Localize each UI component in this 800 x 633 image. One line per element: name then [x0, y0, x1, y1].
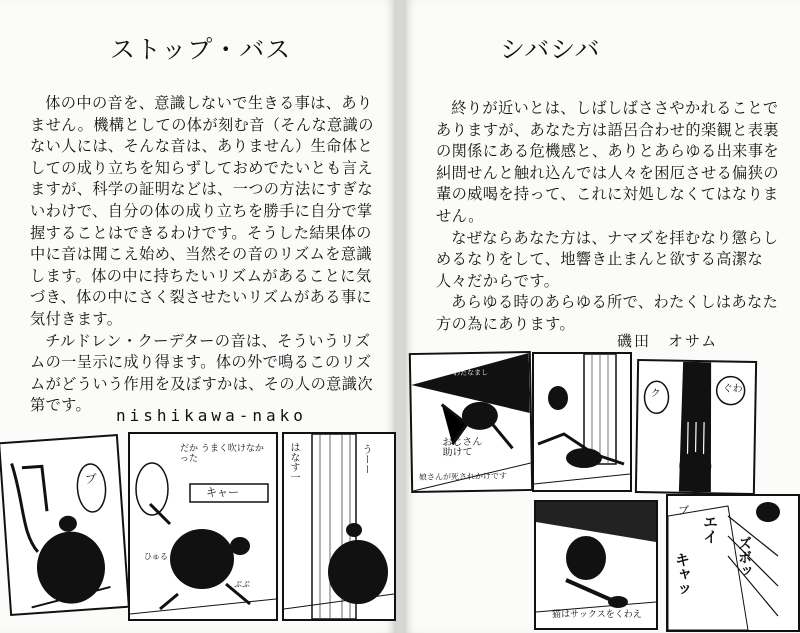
right-comic-panel-3-bubble-1: ク	[650, 388, 661, 400]
left-comic-panel-2-sfx-1: ひゅる	[144, 552, 168, 561]
right-comic-panel-5-sfx-2: エイ	[701, 514, 719, 544]
right-paragraph-1: 終りが近いとは、しばしばささやかれることでありますが、あなた方は語呂合わせ的楽観と表裏の関係にある危機感と、ありとあらゆる出来事を糾問せんと触れ込んでは人々を困厄させる偏狭の輩の威喝を持って、これに対処しなくてはなりません。	[436, 99, 779, 225]
left-author: nishikawa-nako	[116, 406, 307, 425]
right-comic-panel-2-art	[534, 354, 630, 490]
left-comic-panel-3	[282, 432, 396, 621]
left-paragraph-2: チルドレン・クーデターの音は、そういうリズムの一呈示に成り得ます。体の外で鳴るこのリズムがどういう作用を及ぼすかは、その人の意識次第です。	[30, 331, 373, 415]
right-comic-panel-1-bubble-1: わたなまし	[453, 368, 489, 378]
left-page	[0, 0, 396, 633]
right-comic-panel-5	[666, 494, 800, 632]
left-comic-panel-3-art	[284, 434, 394, 619]
left-comic-panel-1	[0, 434, 130, 616]
book-gutter	[396, 0, 404, 633]
right-comic-panel-3	[635, 359, 757, 495]
left-comic-panel-1-art	[0, 436, 128, 614]
right-author: 磯田 オサム	[617, 332, 719, 350]
right-comic-panel-4	[534, 500, 658, 630]
left-page-body	[30, 93, 380, 417]
left-comic-panel-2	[128, 432, 278, 621]
left-comic-panel-2-sfx-2: ぶぶ	[234, 580, 250, 589]
right-comic-panel-4-caption: 猫はサックスをくわえ	[552, 610, 642, 620]
right-comic-panel-5-sfx-1: ブ	[678, 504, 689, 517]
right-comic-panel-3-art	[637, 361, 755, 493]
right-page-title: シバシバ	[500, 35, 601, 64]
right-page-body	[436, 98, 790, 336]
right-comic-panel-3-bubble-2: ぐわ	[722, 383, 743, 395]
left-paragraph-1: 体の中の音を、意識しないで生きる事は、ありません。機構としての体が刻む音（そんな意識のない人には、そんな音は、ありません）生命体としての成り立ちを知らずしておめでたいとも言えますが、科学の証明などは、一つの方法にすぎないわけで、自分の体の成り立ちを勝手に自分で掌握することはできるわけです。そうした結果体の中に音は聞こえ始め、当然その音のリズムを意識します。体の中に持ちたいリズムがあることに気づき、体の中にさく裂させたいリズムがある事に気付きます。	[30, 94, 374, 328]
right-page	[404, 0, 800, 633]
right-paragraph-3: あらゆる時のあらゆる所で、わたくしはあなた方の為にあります。	[436, 293, 779, 333]
right-comic-panel-1-bubble-2: おじさん助けて	[442, 436, 483, 459]
left-comic-panel-3-text: はなす一	[288, 442, 299, 482]
left-comic-panel-1-text: ブ	[84, 471, 98, 487]
left-comic-panel-2-dialogue: だか うまく吹けなかった	[180, 444, 264, 464]
right-comic-panel-5-sfx-4: キャッ	[673, 552, 691, 597]
left-comic-panel-3-sfx: うーー	[360, 444, 371, 474]
left-page-title: ストップ・バス	[110, 35, 292, 64]
right-comic-panel-1-caption: 娘さんが死されかけです	[418, 471, 508, 482]
right-comic-panel-5-sfx-3: ズボッ	[736, 536, 752, 578]
right-paragraph-2: なぜならあなた方は、ナマズを拝むなり懲らしめるなりをして、地響き止まんと欲する高潔な人々だからです。	[436, 228, 779, 290]
right-comic-panel-2	[532, 352, 632, 492]
right-comic-panel-1	[409, 351, 533, 493]
left-comic-panel-2-scream: キャー	[206, 486, 239, 499]
